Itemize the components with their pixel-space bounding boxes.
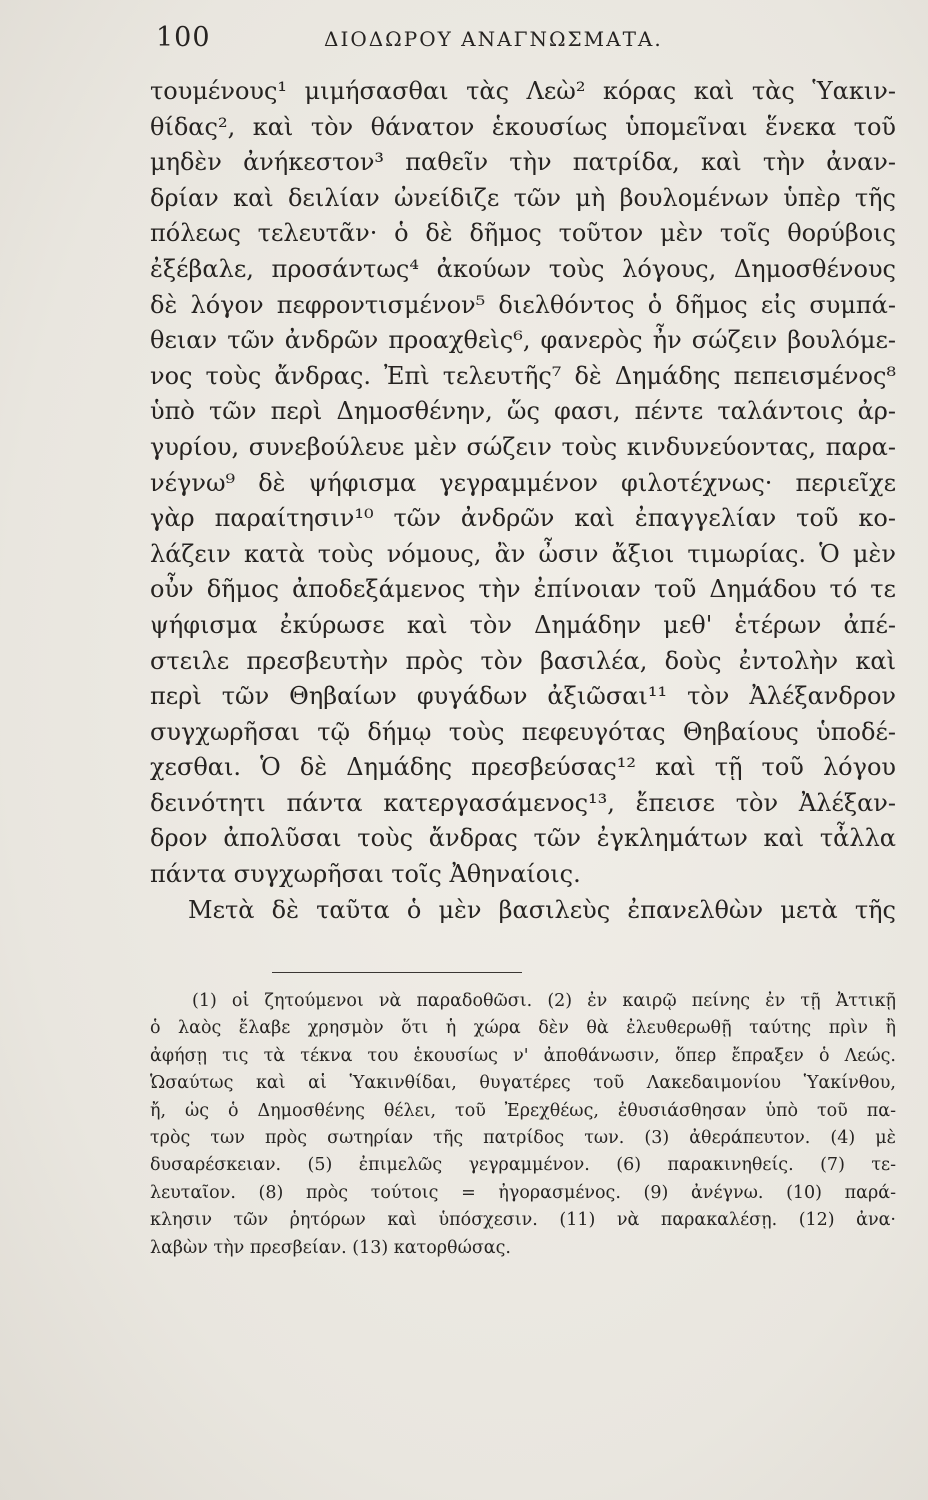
text-line: περὶ τῶν Θηβαίων φυγάδων ἀξιῶσαι¹¹ τὸν Ἀλέξανδρον (150, 682, 896, 711)
footnote-line: τρὸς των πρὸς σωτηρίαν τῆς πατρίδος των. (3) ἀθεράπευτον. (4) μὲ (150, 1127, 896, 1148)
text-line: οὖν δῆμος ἀποδεξάμενος τὴν ἐπίνοιαν τοῦ Δημάδου τό τε (150, 575, 896, 604)
footnote-line: ὁ λαὸς ἔλαβε χρησμὸν ὅτι ἡ χώρα δὲν θὰ ἐλευθερωθῇ ταύτης πρὶν ἢ (150, 1018, 896, 1039)
text-line: ἐξέβαλε, προσάντως⁴ ἀκούων τοὺς λόγους, Δημοσθένους (150, 254, 896, 283)
text-line: γὰρ παραίτησιν¹⁰ τῶν ἀνδρῶν καὶ ἐπαγγελίαν τοῦ κο- (150, 504, 896, 533)
footnote-line: λαβὼν τὴν πρεσβείαν. (13) κατορθώσας. (150, 1237, 511, 1258)
footnote-line: δυσαρέσκειαν. (5) ἐπιμελῶς γεγραμμένον. (6) παρακινηθείς. (7) τε- (150, 1155, 896, 1176)
text-line: δὲ λόγον πεφροντισμένον⁵ διελθόντος ὁ δῆμος εἰς συμπά- (150, 290, 896, 319)
paragraph-end-line: πάντα συγχωρῆσαι τοῖς Ἀθηναίοις. (150, 860, 581, 889)
main-text (150, 74, 896, 928)
footnote-line: ἀφήσῃ τις τὰ τέκνα του ἑκουσίως ν' ἀποθάνωσιν, ὅπερ ἔπραξεν ὁ Λεώς. (150, 1045, 896, 1066)
text-line: γυρίου, συνεβούλευε μὲν σώζειν τοὺς κινδυνεύοντας, παρα- (150, 432, 896, 461)
footnote-line: Ὡσαύτως καὶ αἱ Ὑακινθίδαι, θυγατέρες τοῦ Λακεδαιμονίου Ὑακίνθου, (150, 1073, 896, 1094)
footnote-line: κλησιν τῶν ῥητόρων καὶ ὑπόσχεσιν. (11) νὰ παρακαλέσῃ. (12) ἀνα· (150, 1210, 896, 1231)
page-header (156, 22, 746, 56)
text-line: χεσθαι. Ὁ δὲ Δημάδης πρεσβεύσας¹² καὶ τῇ τοῦ λόγου (150, 753, 896, 782)
text-line: νέγνω⁹ δὲ ψήφισμα γεγραμμένον φιλοτέχνως· περιεῖχε (150, 468, 896, 497)
text-line: ὑπὸ τῶν περὶ Δημοσθένην, ὥς φασι, πέντε ταλάντοις ἀρ- (150, 397, 896, 426)
text-line: μηδὲν ἀνήκεστον³ παθεῖν τὴν πατρίδα, καὶ τὴν ἀναν- (150, 148, 896, 177)
text-line: συγχωρῆσαι τῷ δήμῳ τοὺς πεφευγότας Θηβαίους ὑποδέ- (150, 717, 896, 746)
text-line: θειαν τῶν ἀνδρῶν προαχθεὶς⁶, φανερὸς ἦν σώζειν βουλόμε- (150, 326, 896, 355)
text-line: θίδας², καὶ τὸν θάνατον ἑκουσίως ὑπομεῖναι ἕνεκα τοῦ (150, 112, 896, 141)
text-line: στειλε πρεσβευτὴν πρὸς τὸν βασιλέα, δοὺς ἐντολὴν καὶ (150, 646, 896, 675)
footnote-separator (272, 972, 522, 973)
page-number: 100 (156, 22, 211, 53)
text-line: λάζειν κατὰ τοὺς νόμους, ἂν ὦσιν ἄξιοι τιμωρίας. Ὁ μὲν (150, 539, 896, 568)
paragraph-start-line: Μετὰ δὲ ταῦτα ὁ μὲν βασιλεὺς ἐπανελθὼν μετὰ τῆς (188, 895, 896, 924)
text-line: δρίαν καὶ δειλίαν ὠνείδιζε τῶν μὴ βουλομένων ὑπὲρ τῆς (150, 183, 896, 212)
text-line: νος τοὺς ἄνδρας. Ἐπὶ τελευτῆς⁷ δὲ Δημάδης πεπεισμένος⁸ (150, 361, 896, 390)
text-line: δεινότητι πάντα κατεργασάμενος¹³, ἔπεισε τὸν Ἀλέξαν- (150, 788, 896, 817)
running-title: ΔΙΟΔΩΡΟΥ ΑΝΑΓΝΩΣΜΑΤΑ. (324, 27, 663, 51)
footnotes (150, 988, 896, 1262)
text-line: ψήφισμα ἐκύρωσε καὶ τὸν Δημάδην μεθ' ἑτέρων ἀπέ- (150, 610, 896, 639)
text-line: τουμένους¹ μιμήσασθαι τὰς Λεὼ² κόρας καὶ τὰς Ὑακιν- (150, 77, 896, 105)
footnote-line: (1) οἱ ζητούμενοι νὰ παραδοθῶσι. (2) ἐν καιρῷ πείνης ἐν τῇ Ἀττικῇ (192, 991, 896, 1011)
text-line: δρον ἀπολῦσαι τοὺς ἄνδρας τῶν ἐγκλημάτων καὶ τἆλλα (150, 824, 896, 853)
text-line: πόλεως τελευτᾶν· ὁ δὲ δῆμος τοῦτον μὲν τοῖς θορύβοις (150, 219, 896, 248)
footnote-line: ἤ, ὡς ὁ Δημοσθένης θέλει, τοῦ Ἐρεχθέως, ἐθυσιάσθησαν ὑπὸ τοῦ πα- (150, 1100, 896, 1121)
footnote-line: λευταῖον. (8) πρὸς τούτοις = ἠγορασμένος. (9) ἀνέγνω. (10) παρά- (150, 1182, 896, 1203)
